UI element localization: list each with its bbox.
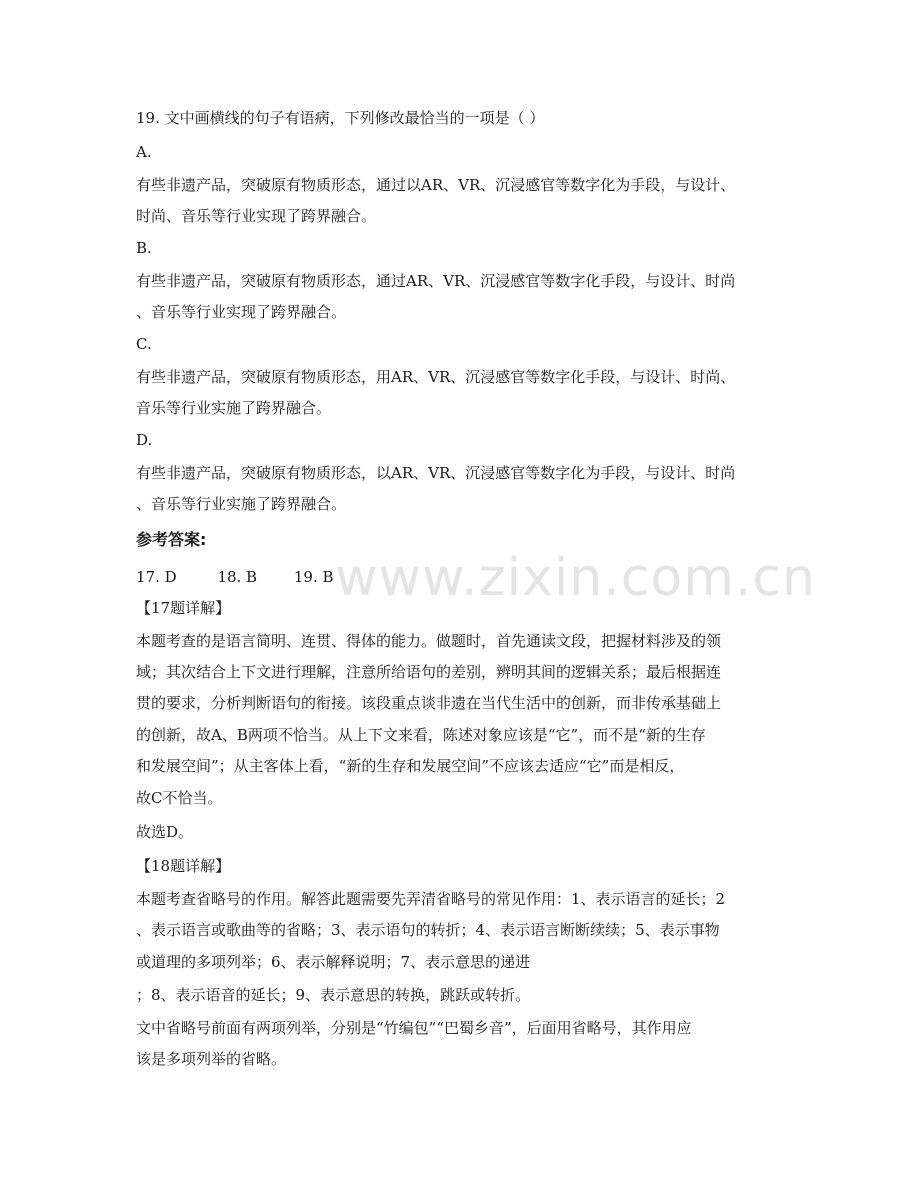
- explanation-17-line-6: 故C不恰当。: [136, 789, 223, 807]
- answer-row: [136, 567, 334, 587]
- explanation-17-heading: 【17题详解】: [136, 599, 231, 617]
- answer-19: 19. B: [293, 568, 334, 586]
- option-b-line-1: 有些非遗产品，突破原有物质形态，通过AR、VR、沉浸感官等数字化手段，与设计、时尚: [136, 272, 736, 290]
- answer-17: 17. D: [136, 568, 177, 586]
- option-c-line-1: 有些非遗产品，突破原有物质形态，用AR、VR、沉浸感官等数字化手段，与设计、时尚、: [136, 368, 736, 386]
- explanation-17-line-2: 域；其次结合上下文进行理解，注意所给语句的差别，辨明其间的逻辑关系；最后根据连: [136, 663, 722, 681]
- explanation-18-line-4: ；8、表示语音的延长；9、表示意思的转换，跳跃或转折。: [136, 986, 531, 1004]
- option-a-line-1: 有些非遗产品，突破原有物质形态，通过以AR、VR、沉浸感官等数字化为手段，与设计、: [136, 176, 736, 194]
- option-a-line-2: 时尚、音乐等行业实现了跨界融合。: [136, 207, 377, 225]
- option-d-label: D.: [136, 431, 153, 449]
- question-stem: 19. 文中画横线的句子有语病，下列修改最恰当的一项是（ ）: [136, 109, 545, 127]
- explanation-17-line-4: 的创新，故A、B两项不恰当。从上下文来看，陈述对象应该是“它”，而不是“新的生存: [136, 726, 706, 744]
- explanation-18-heading: 【18题详解】: [136, 857, 231, 875]
- watermark: www.zixin.com.cn: [335, 548, 816, 608]
- option-b-line-2: 、音乐等行业实现了跨界融合。: [136, 303, 347, 321]
- explanation-18-line-5: 文中省略号前面有两项列举，分别是“竹编包”“巴蜀乡音”，后面用省略号，其作用应: [136, 1019, 692, 1037]
- option-b-label: B.: [136, 239, 152, 257]
- explanation-17-line-5: 和发展空间”；从主客体上看，“新的生存和发展空间”不应该去适应“它”而是相反，: [136, 757, 685, 775]
- option-d-line-1: 有些非遗产品，突破原有物质形态，以AR、VR、沉浸感官等数字化为手段，与设计、时尚: [136, 464, 736, 482]
- explanation-18-line-3: 或道理的多项列举；6、表示解释说明；7、表示意思的递进: [136, 953, 531, 971]
- option-d-line-2: 、音乐等行业实施了跨界融合。: [136, 495, 347, 513]
- explanation-18-line-1: 本题考查省略号的作用。解答此题需要先弄清省略号的常见作用：1、表示语言的延长；2: [136, 890, 726, 908]
- explanation-17-line-3: 贯的要求，分析判断语句的衔接。该段重点谈非遗在当代生活中的创新，而非传承基础上: [136, 694, 722, 712]
- explanation-17-conclusion: 故选D。: [136, 823, 194, 841]
- explanation-18-line-2: 、表示语言或歌曲等的省略；3、表示语句的转折；4、表示语言断断续续；5、表示事物: [136, 921, 720, 939]
- option-a-label: A.: [136, 143, 152, 161]
- answer-18: 18. B: [217, 568, 258, 586]
- explanation-18-line-6: 该是多项列举的省略。: [136, 1050, 287, 1068]
- option-c-line-2: 音乐等行业实施了跨界融合。: [136, 399, 332, 417]
- answer-heading: 参考答案:: [136, 530, 207, 549]
- explanation-17-line-1: 本题考查的是语言简明、连贯、得体的能力。做题时，首先通读文段，把握材料涉及的领: [136, 632, 722, 650]
- option-c-label: C.: [136, 335, 152, 353]
